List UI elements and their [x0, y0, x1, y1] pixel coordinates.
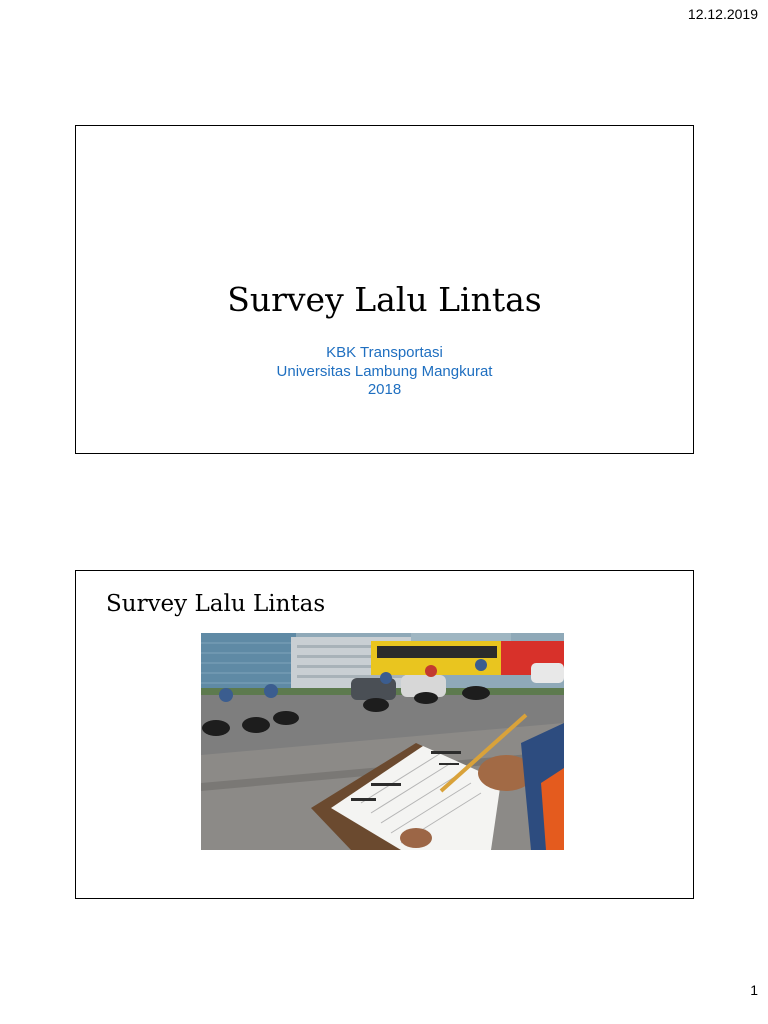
page-number: 1	[750, 982, 758, 998]
subtitle-line-university: Universitas Lambung Mangkurat	[276, 362, 493, 380]
slide-subtitle	[76, 344, 693, 400]
content-slide	[75, 570, 694, 899]
slide-title: Survey Lalu Lintas	[106, 591, 326, 617]
subtitle-line-department: KBK Transportasi	[326, 344, 443, 361]
title-slide	[75, 125, 694, 454]
subtitle-line-year: 2018	[367, 381, 402, 398]
page-date: 12.12.2019	[687, 6, 758, 22]
traffic-survey-photo	[201, 633, 564, 850]
slide-title: Survey Lalu Lintas	[227, 280, 542, 319]
